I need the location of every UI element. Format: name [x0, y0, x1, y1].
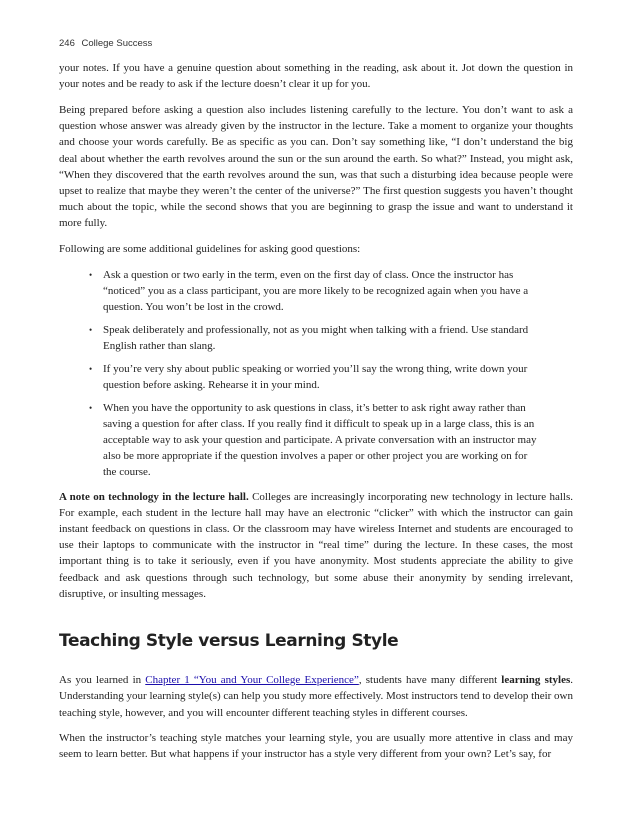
learning-styles-term: learning styles — [501, 674, 571, 687]
running-header — [59, 38, 152, 49]
section-paragraph — [59, 672, 573, 721]
list-item: • If you’re very shy about public speaking or worried you’ll say the wrong thing, write down your question before asking. Rehearse it in your mind. — [103, 361, 573, 393]
text-run: . Understanding your learning style(s) can help you study more effectively. Most instructors tend to develop their own teaching style, however, and you will encounter different teaching styles in different courses. — [59, 674, 573, 719]
page-number: 246 — [59, 38, 75, 49]
text-run: , students have many different — [358, 674, 502, 687]
page-body — [59, 60, 573, 772]
chapter-1-link[interactable]: Chapter 1 “You and Your College Experience” — [145, 674, 359, 687]
paragraph: your notes. If you have a genuine question about something in the reading, ask about it. Jot down the question in your notes and be ready to ask if the lecture doesn’t clear it up for you. — [59, 62, 573, 91]
tech-note-text: Colleges are increasingly incorporating new technology in lecture halls. For example, each student in the lecture hall may have an electronic “clicker” with which the instructor can gain instant feedback on questions in class. Or the classroom may have wireless Internet and students are encouraged to use their laptops to communicate with the instructor in “real time” during the lecture. In these cases, the most important thing is to take it seriously, even if you have anonymity. Most students appreciate the ability to give feedback and ask questions through such technology, but some abuse their anonymity by sending irrelevant, disruptive, or insulting messages. — [59, 490, 573, 600]
tech-note-paragraph — [59, 489, 573, 602]
text-run: As you learned in — [59, 674, 146, 687]
list-item: • Speak deliberately and professionally, not as you might when talking with a friend. Use standard English rather than slang. — [103, 322, 573, 354]
paragraph: When the instructor’s teaching style matches your learning style, you are usually more attentive in class and may seem to learn better. But what happens if your instructor has a style very different from your own? Let’s say, for — [59, 732, 573, 761]
book-title: College Success — [81, 38, 153, 49]
section-heading: Teaching Style versus Learning Style — [59, 631, 399, 652]
tech-note-lead: A note on technology in the lecture hall. — [59, 490, 249, 503]
paragraph: Being prepared before asking a question also includes listening carefully to the lecture. You don’t want to ask a question whose answer was already given by the instructor in the lecture. Take a moment to organize your thoughts and choose your words carefully. Be as specific as you can. Don’t say something like, “I don’t understand the big deal about whether the earth revolves around the sun or the sun around the earth. So what?” Instead, you might ask, “When they discovered that the earth revolves around the sun, was that such a disturbing idea because people were upset to realize that maybe they weren’t the center of the universe?” The first question suggests you haven’t thought much about the topic, while the second shows that you are beginning to grasp the issue and want to understand it more fully. — [59, 103, 573, 230]
paragraph: Following are some additional guidelines for asking good questions: — [59, 243, 361, 256]
guidelines-list — [59, 267, 573, 481]
list-item: • Ask a question or two early in the term, even on the first day of class. Once the instructor has “noticed” you as a class participant, you are more likely to be recognized again when you have a question. You won’t be lost in the crowd. — [103, 267, 573, 316]
list-item: • When you have the opportunity to ask questions in class, it’s better to ask right away rather than saving a question for after class. If you really find it difficult to speak up in a large class, this is an acceptable way to ask your question and participate. A private conversation with an instructor may also be more appropriate if the question involves a paper or other project you are working on for the course. — [103, 400, 573, 481]
